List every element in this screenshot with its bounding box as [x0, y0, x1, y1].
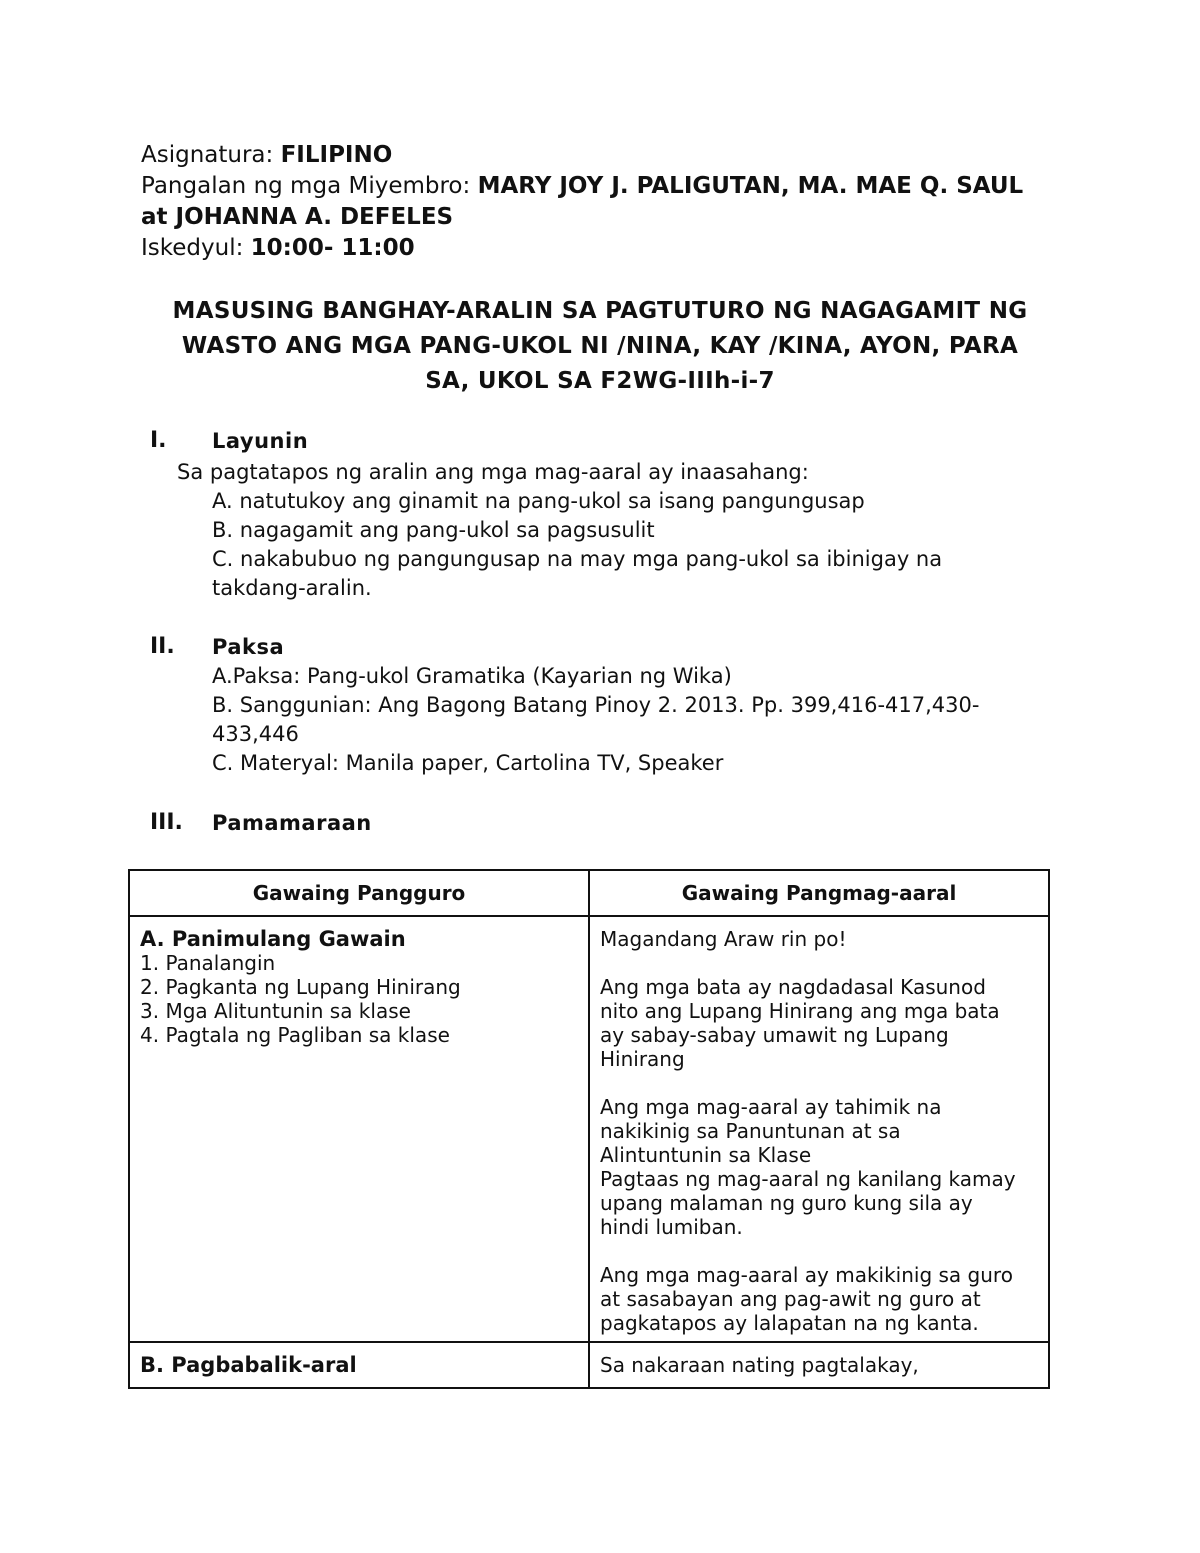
topic-item: A.Paksa: Pang-ukol Gramatika (Kayarian ng Wika)	[212, 664, 732, 688]
section-number: I.	[150, 428, 167, 453]
members-value: MARY JOY J. PALIGUTAN, MA. MAE Q. SAUL	[477, 173, 1024, 199]
members-value-cont: at JOHANNA A. DEFELES	[141, 204, 454, 230]
members-line	[141, 171, 1061, 202]
members-line-2	[141, 202, 1061, 233]
objectives-intro: Sa pagtatapos ng aralin ang mga mag-aaral ay inaasahang:	[177, 460, 809, 484]
teacher-cell	[129, 1342, 589, 1388]
objective-item: B. nagagamit ang pang-ukol sa pagsusulit	[212, 518, 655, 542]
title-line-3: SA, UKOL SA F2WG-IIIh-i-7	[425, 368, 775, 394]
student-cell	[589, 916, 1049, 1342]
objective-item-cont: takdang-aralin.	[212, 576, 372, 600]
table-row	[129, 916, 1049, 1342]
section-heading: Layunin	[212, 429, 309, 453]
activity-step: 4. Pagtala ng Pagliban sa klase	[140, 1023, 450, 1047]
reference-item: B. Sanggunian: Ang Bagong Batang Pinoy 2. 2013. Pp. 399,416-417,430-	[212, 693, 980, 717]
document-title	[130, 294, 1070, 399]
subject-label: Asignatura:	[141, 142, 274, 168]
objective-item: C. nakabubuo ng pangungusap na may mga pang-ukol sa ibinigay na	[212, 547, 943, 571]
column-header-student: Gawaing Pangmag-aaral	[589, 870, 1049, 916]
objective-item: A. natutukoy ang ginamit na pang-ukol sa isang pangungusap	[212, 489, 865, 513]
section-heading: Pamamaraan	[212, 811, 372, 835]
section-heading: Paksa	[212, 635, 285, 659]
title-line-1: MASUSING BANGHAY-ARALIN SA PAGTUTURO NG NAGAGAMIT NG	[172, 298, 1028, 324]
schedule-line	[141, 233, 1061, 264]
table-header-row	[129, 870, 1049, 916]
student-response: Ang mga bata ay nagdadasal Kasunod nito ang Lupang Hinirang ang mga bata ay sabay-sabay umawit ng Lupang Hinirang	[600, 975, 1000, 1071]
activity-step: 3. Mga Alituntunin sa klase	[140, 999, 411, 1023]
subject-line	[141, 140, 1061, 171]
student-response: Sa nakaraan nating pagtalakay,	[600, 1353, 919, 1377]
activity-step: 2. Pagkanta ng Lupang Hinirang	[140, 975, 461, 999]
section-number: III.	[150, 810, 183, 835]
column-header-teacher: Gawaing Pangguro	[129, 870, 589, 916]
materials-item: C. Materyal: Manila paper, Cartolina TV, Speaker	[212, 751, 724, 775]
table-row	[129, 1342, 1049, 1388]
student-response: Ang mga mag-aaral ay tahimik na nakikinig sa Panuntunan at sa Alintuntunin sa Klase Pagtaas ng mag-aaral ng kanilang kamay upang malaman ng guro kung sila ay hindi lumiban.	[600, 1095, 1016, 1239]
section-number: II.	[150, 634, 175, 659]
subject-value: FILIPINO	[280, 142, 393, 168]
teacher-cell	[129, 916, 589, 1342]
student-response: Ang mga mag-aaral ay makikinig sa guro at sasabayan ang pag-awit ng guro at pagkatapos ay lalapatan na ng kanta.	[600, 1263, 1013, 1335]
student-cell	[589, 1342, 1049, 1388]
procedure-table	[128, 869, 1050, 1389]
activity-step: 1. Panalangin	[140, 951, 276, 975]
reference-item-cont: 433,446	[212, 722, 299, 746]
activity-heading: A. Panimulang Gawain	[140, 927, 406, 951]
members-label: Pangalan ng mga Miyembro:	[141, 173, 471, 199]
activity-heading: B. Pagbabalik-aral	[140, 1353, 357, 1377]
document-header	[141, 140, 1061, 264]
student-response: Magandang Araw rin po!	[600, 927, 847, 951]
schedule-label: Iskedyul:	[141, 235, 244, 261]
schedule-value: 10:00- 11:00	[250, 235, 415, 261]
title-line-2: WASTO ANG MGA PANG-UKOL NI /NINA, KAY /KINA, AYON, PARA	[181, 333, 1019, 359]
